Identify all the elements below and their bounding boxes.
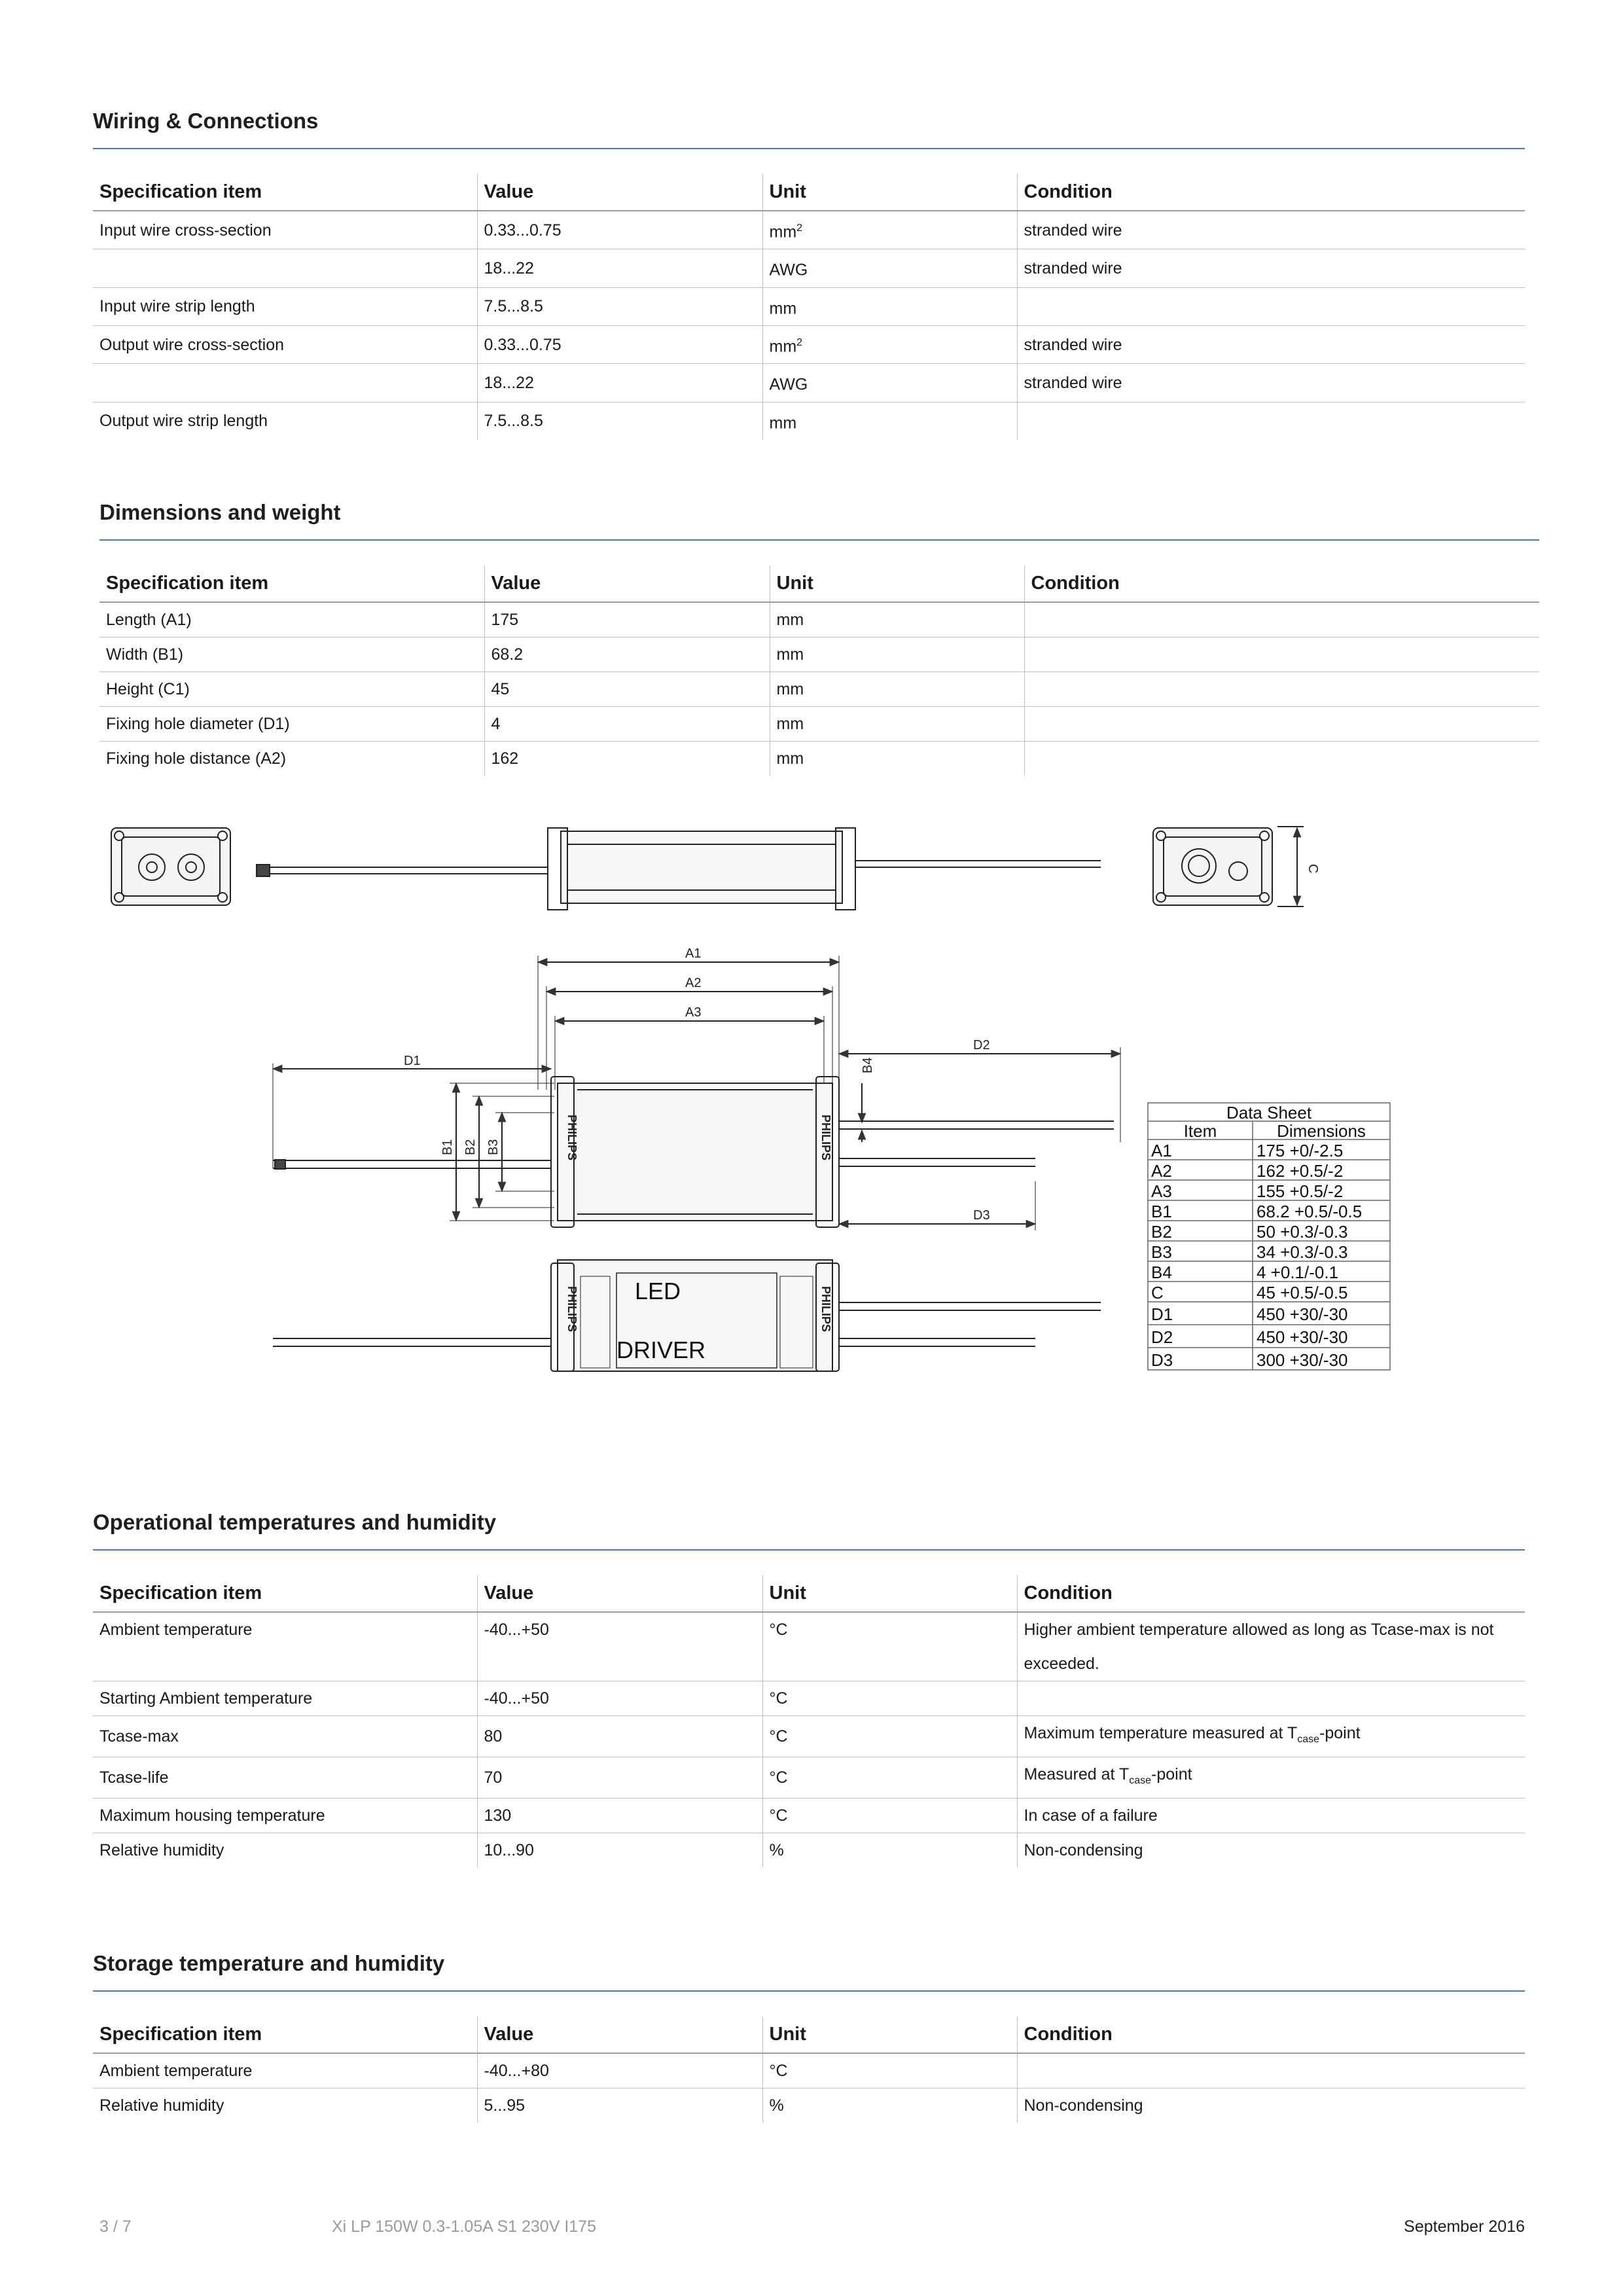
unit-text: mm	[769, 413, 797, 432]
storage-title: Storage temperature and humidity	[93, 1951, 445, 1975]
cell-condition	[1024, 602, 1539, 637]
page-footer	[93, 2217, 1525, 2244]
cell-condition: In case of a failure	[1017, 1799, 1525, 1833]
unit-text: AWG	[769, 260, 808, 279]
cell-value: 70	[477, 1757, 762, 1799]
cell-unit: °C	[762, 1716, 1017, 1757]
end-view-output	[1153, 827, 1304, 906]
cell-item: Relative humidity	[99, 2096, 224, 2115]
cell-value: -40...+50	[477, 1681, 762, 1716]
datasheet-item: A3	[1151, 1181, 1172, 1201]
cell-value: 18...22	[477, 364, 762, 402]
cell-item: Tcase-life	[93, 1757, 477, 1799]
dimensions-table	[99, 565, 1539, 776]
header-spec-item: Specification item	[93, 2017, 477, 2053]
datasheet-item: C	[1151, 1283, 1164, 1302]
cell-unit	[762, 402, 1017, 440]
cell-condition: Higher ambient temperature allowed as long as Tcase-max is not exceeded.	[1017, 1612, 1525, 1681]
datasheet-dim: 162 +0.5/-2	[1257, 1161, 1344, 1181]
datasheet-item: D1	[1151, 1304, 1173, 1324]
cell-unit: mm	[770, 707, 1024, 742]
header-unit: Unit	[770, 565, 1024, 602]
label-a3: A3	[685, 1005, 702, 1020]
label-b2: B2	[463, 1139, 478, 1155]
cell-unit: °C	[762, 1681, 1017, 1716]
unit-text: mm	[769, 223, 797, 242]
label-led: LED	[635, 1278, 681, 1304]
table-row	[93, 364, 1525, 402]
label-b3: B3	[486, 1139, 501, 1155]
dimensions-title: Dimensions and weight	[99, 500, 341, 524]
label-a2: A2	[685, 976, 702, 990]
header-value: Value	[477, 2017, 762, 2053]
cell-item: Input wire strip length	[93, 287, 477, 325]
cell-condition	[1017, 1757, 1525, 1799]
cell-unit: %	[762, 1833, 1017, 1868]
cell-unit: mm	[770, 637, 1024, 672]
cell-condition	[1024, 637, 1539, 672]
label-c: C	[1306, 864, 1320, 874]
datasheet-dim: 450 +30/-30	[1257, 1304, 1348, 1324]
table-header-row	[99, 565, 1539, 602]
dimensions-section	[99, 497, 1539, 776]
header-value: Value	[484, 565, 770, 602]
table-row	[93, 1799, 1525, 1833]
table-row	[93, 2089, 1525, 2123]
operational-table	[93, 1575, 1525, 1867]
page-number: 3 / 7	[99, 2217, 132, 2236]
condition-text: Maximum temperature measured at T	[1024, 1724, 1298, 1742]
cell-value: 18...22	[477, 249, 762, 287]
cell-unit: °C	[762, 2053, 1017, 2089]
header-value: Value	[477, 174, 762, 211]
cell-value: 0.33...0.75	[477, 325, 762, 363]
cell-unit: °C	[762, 1799, 1017, 1833]
cell-condition	[1024, 742, 1539, 776]
cell-unit	[762, 364, 1017, 402]
table-row	[93, 2053, 1525, 2089]
product-name: Xi LP 150W 0.3-1.05A S1 230V I175	[332, 2217, 596, 2236]
header-unit: Unit	[762, 174, 1017, 211]
cell-value: 162	[484, 742, 770, 776]
datasheet-item: A2	[1151, 1161, 1172, 1181]
header-spec-item: Specification item	[99, 565, 484, 602]
brand-mark-left-lower: PHILIPS	[565, 1286, 579, 1333]
datasheet-dim: 300 +30/-30	[1257, 1350, 1348, 1370]
cell-unit: mm	[770, 602, 1024, 637]
cell-unit: °C	[762, 1612, 1017, 1681]
cell-value: 7.5...8.5	[477, 287, 762, 325]
table-row	[99, 742, 1539, 776]
wiring-title: Wiring & Connections	[93, 109, 319, 133]
datasheet-item: B3	[1151, 1242, 1172, 1262]
header-condition: Condition	[1017, 174, 1525, 211]
section-rule	[93, 1990, 1525, 1992]
header-condition: Condition	[1017, 1575, 1525, 1612]
brand-mark-right-lower: PHILIPS	[819, 1286, 832, 1333]
wiring-table	[93, 174, 1525, 440]
datasheet-dim: 34 +0.3/-0.3	[1257, 1242, 1348, 1262]
datasheet-dim: 175 +0/-2.5	[1257, 1141, 1344, 1160]
datasheet-dim: 155 +0.5/-2	[1257, 1181, 1344, 1201]
condition-subscript: case	[1129, 1775, 1152, 1786]
operational-section	[93, 1507, 1525, 1867]
datasheet-item: B4	[1151, 1263, 1172, 1282]
unit-superscript: 2	[796, 336, 803, 348]
cell-value: 175	[484, 602, 770, 637]
label-driver: DRIVER	[616, 1336, 706, 1363]
cell-item: Tcase-max	[93, 1716, 477, 1757]
wiring-section	[93, 106, 1525, 440]
datasheet-title: Data Sheet	[1226, 1103, 1312, 1122]
cell-condition: stranded wire	[1017, 211, 1525, 249]
cell-item: Output wire strip length	[99, 412, 268, 431]
datasheet-dim: 68.2 +0.5/-0.5	[1257, 1202, 1363, 1221]
table-row	[99, 602, 1539, 637]
cell-value: 80	[477, 1716, 762, 1757]
cell-unit: °C	[762, 1757, 1017, 1799]
datasheet-item: B1	[1151, 1202, 1172, 1221]
datasheet-col-item: Item	[1183, 1121, 1217, 1141]
cell-value: 4	[484, 707, 770, 742]
label-b4: B4	[861, 1057, 875, 1073]
cell-item: Length (A1)	[99, 602, 484, 637]
datasheet-dim: 4 +0.1/-0.1	[1257, 1263, 1339, 1282]
label-b1: B1	[440, 1139, 455, 1155]
cell-condition	[1024, 672, 1539, 707]
cell-item: Relative humidity	[99, 1841, 224, 1859]
storage-section	[93, 1948, 1525, 2123]
cell-item: Ambient temperature	[93, 2053, 477, 2089]
cell-unit: mm	[770, 672, 1024, 707]
table-row	[99, 672, 1539, 707]
cell-value: 5...95	[477, 2089, 762, 2123]
datasheet-dim: 45 +0.5/-0.5	[1257, 1283, 1348, 1302]
cell-condition	[1024, 707, 1539, 742]
label-d2: D2	[973, 1038, 990, 1052]
table-row	[93, 1681, 1525, 1716]
cell-value: 68.2	[484, 637, 770, 672]
table-row	[93, 1612, 1525, 1681]
cell-condition	[1017, 2053, 1525, 2089]
cell-condition: stranded wire	[1017, 249, 1525, 287]
unit-superscript: 2	[796, 223, 803, 234]
cell-value: -40...+80	[477, 2053, 762, 2089]
datasheet-dim: 50 +0.3/-0.3	[1257, 1222, 1348, 1242]
label-d3: D3	[973, 1208, 990, 1223]
cell-condition: stranded wire	[1017, 325, 1525, 363]
datasheet-dim: 450 +30/-30	[1257, 1327, 1348, 1347]
brand-mark-right: PHILIPS	[819, 1115, 832, 1161]
condition-subscript: case	[1297, 1734, 1320, 1745]
storage-table	[93, 2017, 1525, 2123]
cell-condition	[1017, 287, 1525, 325]
header-condition: Condition	[1024, 565, 1539, 602]
condition-text: Measured at T	[1024, 1765, 1130, 1784]
table-row	[93, 1833, 1525, 1868]
cell-item: Maximum housing temperature	[93, 1799, 477, 1833]
cell-condition	[1017, 402, 1525, 440]
table-row	[99, 637, 1539, 672]
cell-unit	[762, 211, 1017, 249]
table-header-row	[93, 174, 1525, 211]
header-spec-item: Specification item	[93, 1575, 477, 1612]
plan-view	[273, 1077, 1114, 1227]
cell-unit	[762, 249, 1017, 287]
table-row	[93, 402, 1525, 440]
header-unit: Unit	[762, 2017, 1017, 2053]
condition-text-suffix: -point	[1319, 1724, 1361, 1742]
cell-value: 7.5...8.5	[477, 402, 762, 440]
cell-unit	[762, 325, 1017, 363]
unit-text: AWG	[769, 375, 808, 394]
datasheet-item: D3	[1151, 1350, 1173, 1370]
cell-condition: Non-condensing	[1017, 1833, 1525, 1868]
table-row	[93, 211, 1525, 249]
document-date: September 2016	[1404, 2217, 1525, 2236]
cell-item: Width (B1)	[99, 637, 484, 672]
brand-mark-left: PHILIPS	[565, 1115, 579, 1161]
table-row	[99, 707, 1539, 742]
cell-item: Height (C1)	[99, 672, 484, 707]
cell-condition	[1017, 1681, 1525, 1716]
cell-condition	[1017, 1716, 1525, 1757]
condition-text-suffix: -point	[1151, 1765, 1192, 1784]
label-d1: D1	[404, 1054, 421, 1068]
table-row	[93, 287, 1525, 325]
cell-item	[93, 249, 477, 287]
cell-unit: mm	[770, 742, 1024, 776]
technical-drawing	[93, 815, 1402, 1404]
cell-unit: %	[762, 2089, 1017, 2123]
datasheet-item: B2	[1151, 1222, 1172, 1242]
cell-item	[93, 364, 477, 402]
cell-item: Output wire cross-section	[93, 325, 477, 363]
unit-text: mm	[769, 298, 797, 317]
cell-item: Starting Ambient temperature	[93, 1681, 477, 1716]
datasheet-item: D2	[1151, 1327, 1173, 1347]
cell-item: Fixing hole diameter (D1)	[99, 707, 484, 742]
cell-item: Fixing hole distance (A2)	[106, 749, 287, 768]
side-view-top	[257, 828, 1101, 910]
table-row	[93, 1757, 1525, 1799]
table-header-row	[93, 1575, 1525, 1612]
label-a1: A1	[685, 946, 702, 961]
header-value: Value	[477, 1575, 762, 1612]
datasheet-col-dim: Dimensions	[1277, 1121, 1366, 1141]
table-row	[93, 1716, 1525, 1757]
cell-item: Input wire cross-section	[93, 211, 477, 249]
cell-condition: Non-condensing	[1017, 2089, 1525, 2123]
section-rule	[93, 1549, 1525, 1551]
cell-unit	[762, 287, 1017, 325]
cell-item: Ambient temperature	[93, 1612, 477, 1681]
table-header-row	[93, 2017, 1525, 2053]
unit-text: mm	[769, 337, 797, 356]
datasheet-item: A1	[1151, 1141, 1172, 1160]
cell-value: 45	[484, 672, 770, 707]
header-spec-item: Specification item	[93, 174, 477, 211]
cell-value: 0.33...0.75	[477, 211, 762, 249]
section-rule	[93, 148, 1525, 149]
table-row	[93, 325, 1525, 363]
cell-value: 130	[477, 1799, 762, 1833]
header-unit: Unit	[762, 1575, 1017, 1612]
cell-value: 10...90	[477, 1833, 762, 1868]
table-row	[93, 249, 1525, 287]
cell-condition: stranded wire	[1017, 364, 1525, 402]
cell-value: -40...+50	[477, 1612, 762, 1681]
end-view-input	[111, 828, 230, 905]
section-rule	[99, 539, 1539, 541]
operational-title: Operational temperatures and humidity	[93, 1510, 497, 1534]
header-condition: Condition	[1017, 2017, 1525, 2053]
